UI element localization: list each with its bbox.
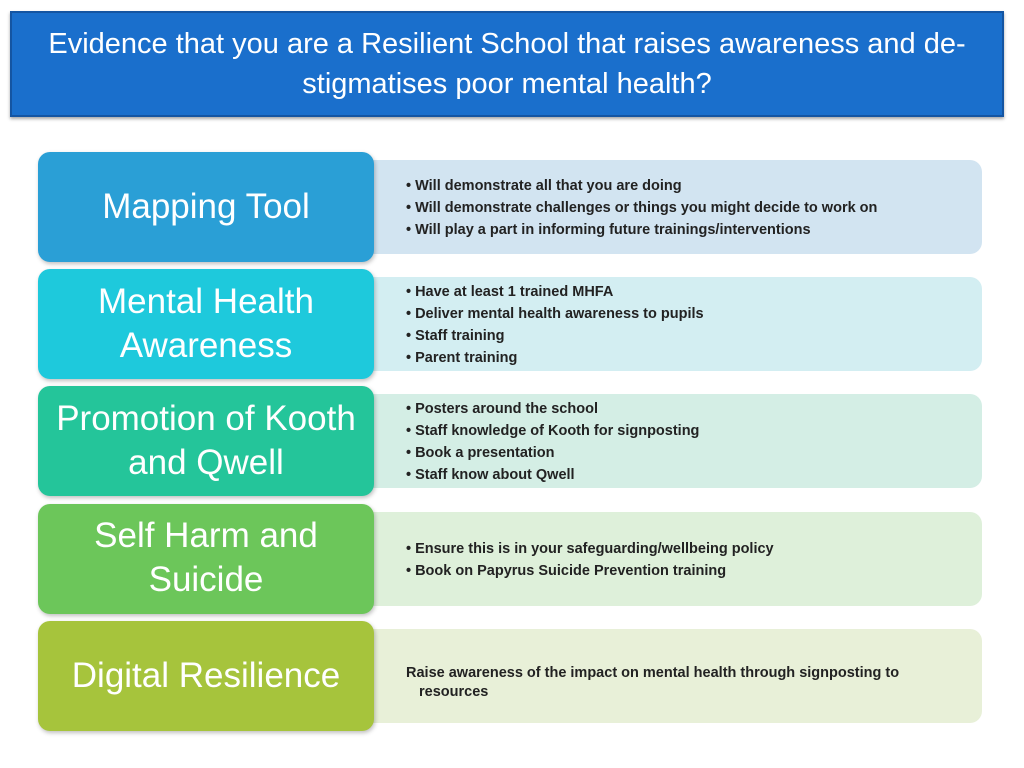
- detail-panel: [338, 277, 982, 371]
- label-promotion-kooth-qwell: Promotion of Kooth and Qwell: [38, 386, 374, 496]
- bullet-list: [406, 538, 966, 582]
- bullet-item: • Will demonstrate all that you are doing: [406, 175, 966, 197]
- row-promotion-kooth-qwell: [38, 386, 982, 496]
- row-self-harm-suicide: [38, 504, 982, 614]
- bullet-item: • Parent training: [406, 347, 966, 369]
- row-mapping-tool: [38, 152, 982, 262]
- label-digital-resilience: Digital Resilience: [38, 621, 374, 731]
- bullet-item: • Will play a part in informing future trainings/interventions: [406, 219, 966, 241]
- detail-text-line: Raise awareness of the impact on mental health through signposting to: [406, 665, 900, 681]
- bullet-item: • Book on Papyrus Suicide Prevention training: [406, 560, 966, 582]
- bullet-item: • Deliver mental health awareness to pupils: [406, 303, 966, 325]
- bullet-item: • Posters around the school: [406, 398, 966, 420]
- bullet-item: • Ensure this is in your safeguarding/wellbeing policy: [406, 538, 966, 560]
- detail-text-line: resources: [419, 684, 489, 700]
- bullet-item: • Have at least 1 trained MHFA: [406, 281, 966, 303]
- detail-panel: [338, 512, 982, 606]
- slide-title-banner: [10, 11, 1004, 117]
- bullet-list: [406, 281, 966, 369]
- row-digital-resilience: [38, 621, 982, 731]
- bullet-item: • Staff knowledge of Kooth for signposting: [406, 420, 966, 442]
- detail-text: [406, 664, 966, 702]
- label-mental-health-awareness: Mental Health Awareness: [38, 269, 374, 379]
- bullet-list: [406, 398, 966, 486]
- label-self-harm-suicide: Self Harm and Suicide: [38, 504, 374, 614]
- bullet-item: • Staff training: [406, 325, 966, 347]
- bullet-item: • Will demonstrate challenges or things you might decide to work on: [406, 197, 966, 219]
- detail-panel: [338, 160, 982, 254]
- slide-title: Evidence that you are a Resilient School that raises awareness and de-stigmatises poor mental health?: [48, 28, 966, 100]
- row-mental-health-awareness: [38, 269, 982, 379]
- bullet-item: • Book a presentation: [406, 442, 966, 464]
- detail-panel: [338, 394, 982, 488]
- bullet-list: [406, 175, 966, 241]
- bullet-item: • Staff know about Qwell: [406, 464, 966, 486]
- detail-panel: [338, 629, 982, 723]
- label-mapping-tool: Mapping Tool: [38, 152, 374, 262]
